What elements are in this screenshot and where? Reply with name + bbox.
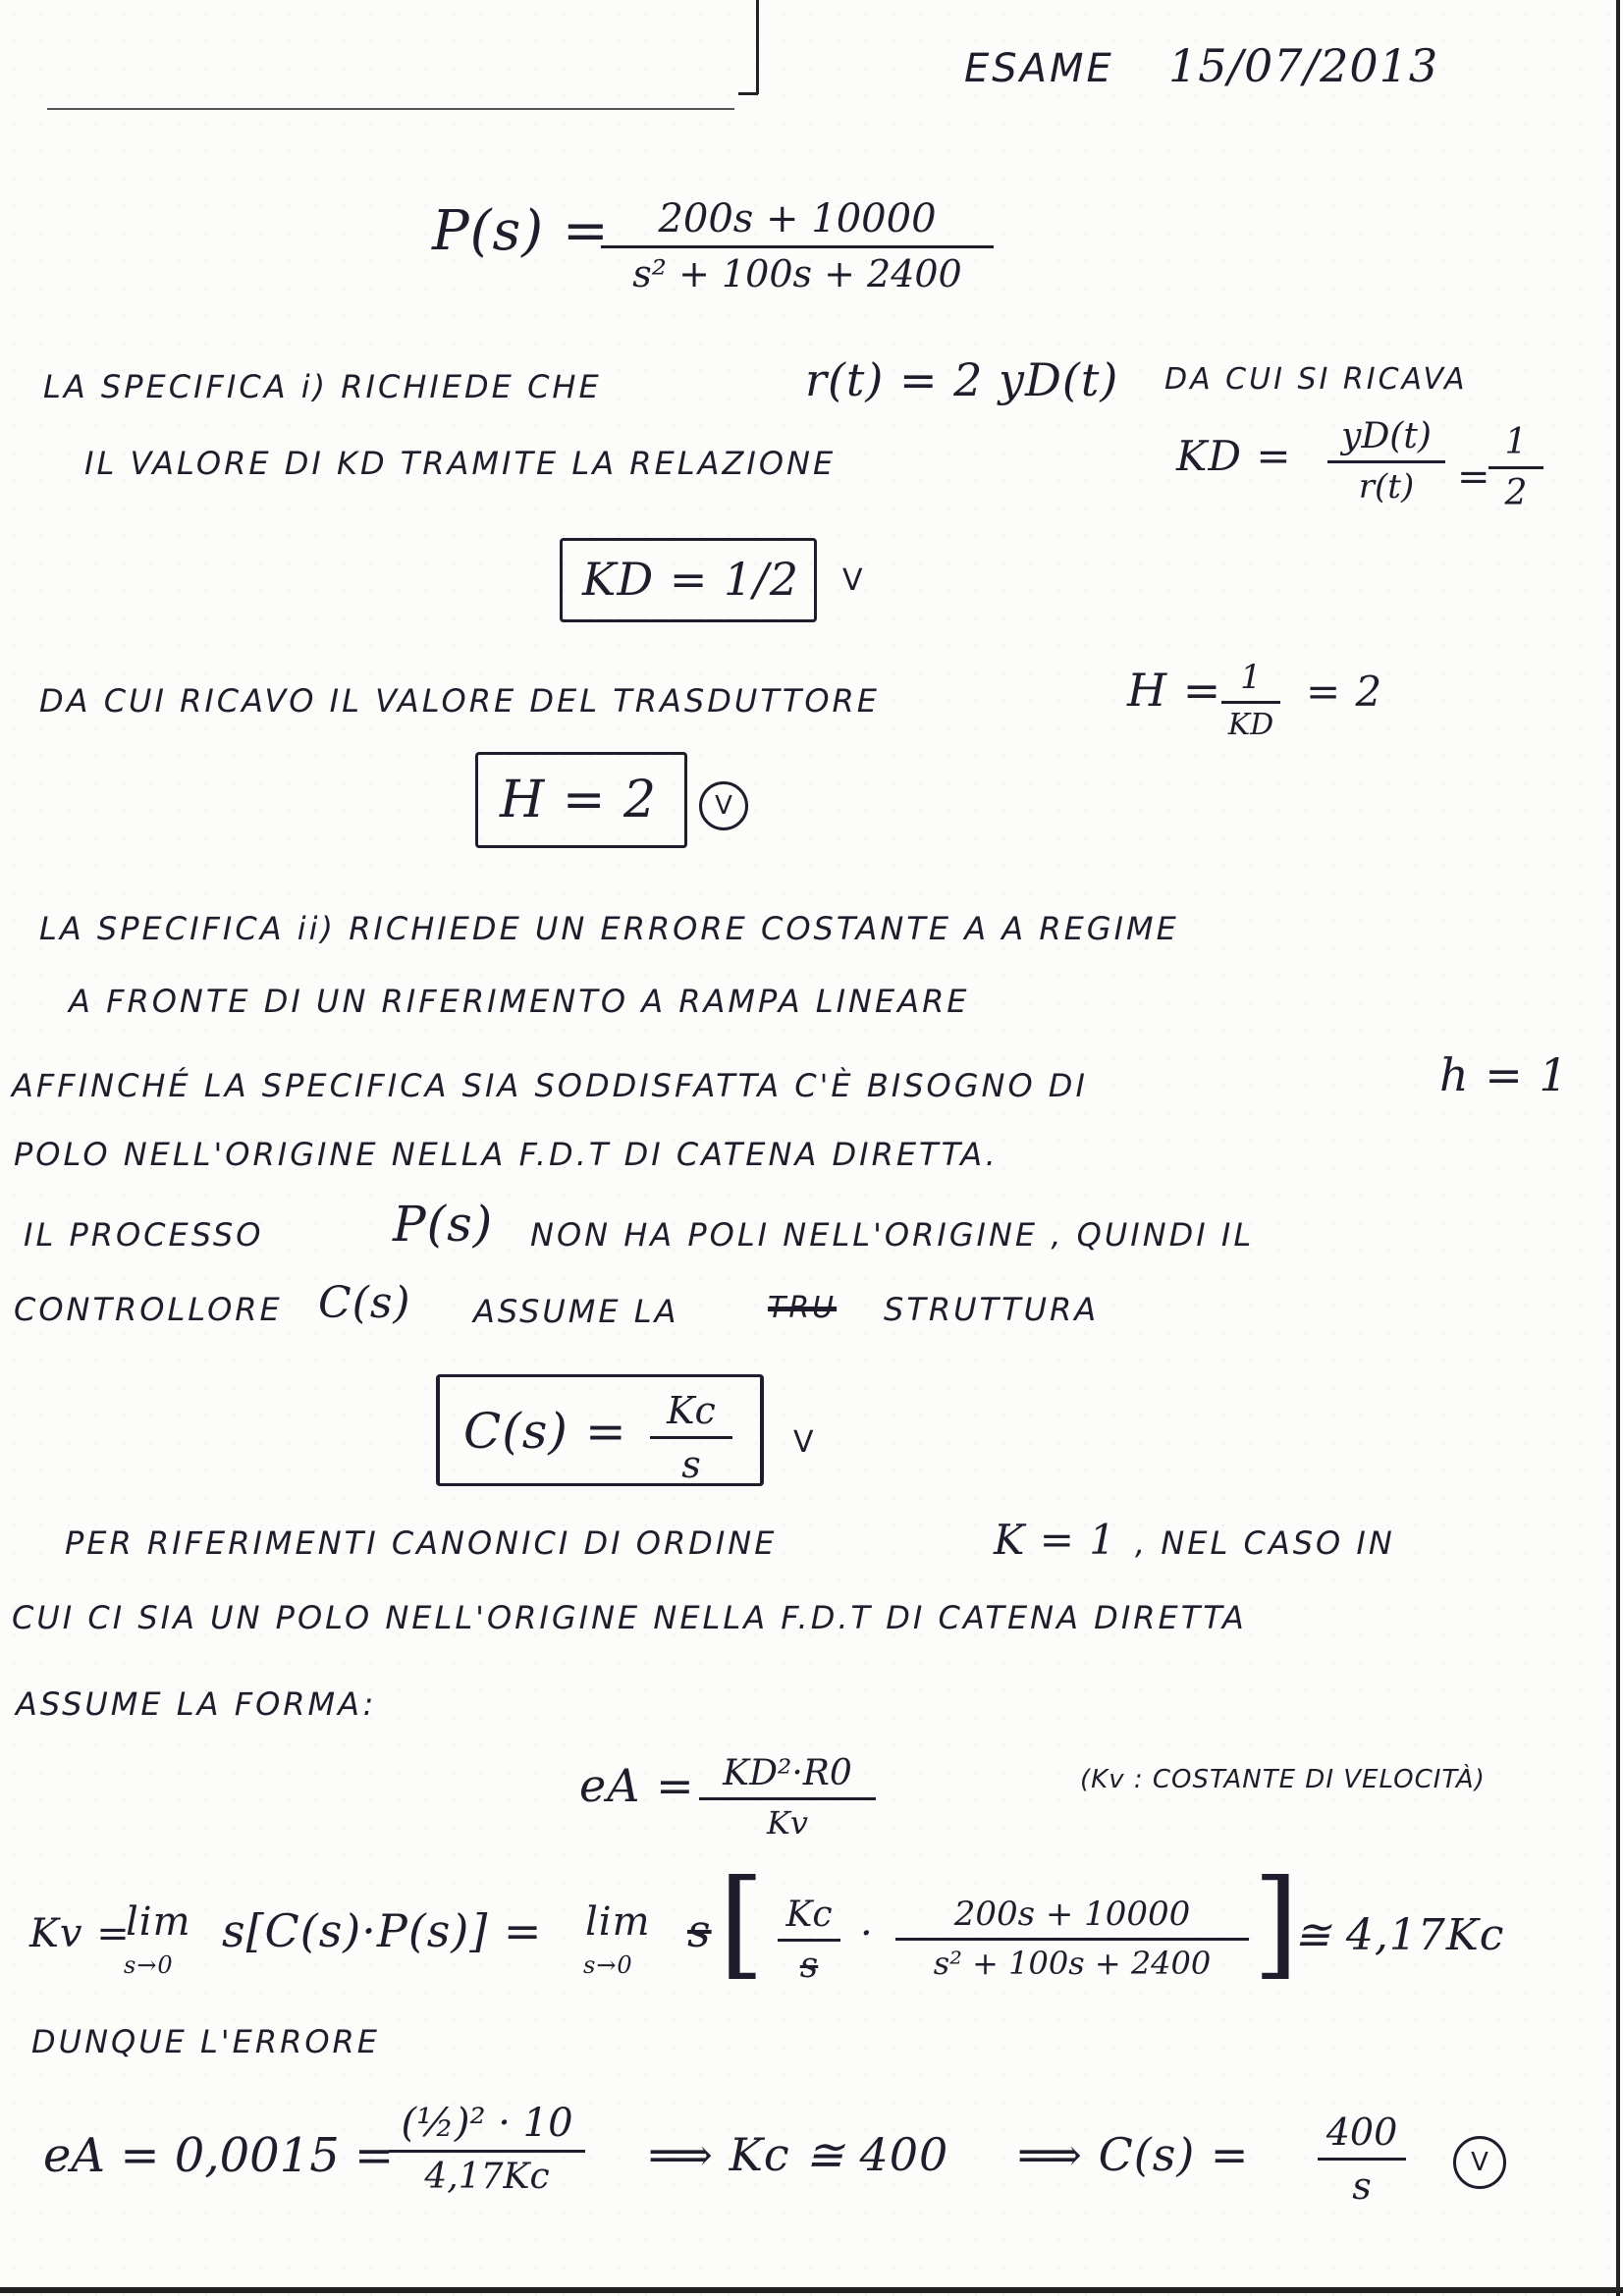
- top-scan-edge-hook: [738, 92, 758, 95]
- transducer-numerator: 1: [1240, 658, 1262, 697]
- fraction-bar: [389, 2150, 585, 2153]
- spec2-line6-formula: C(s): [318, 1278, 411, 1328]
- final-ea-numerator: (½)² · 10: [401, 2101, 573, 2146]
- error-line3: ASSUME LA FORMA:: [16, 1685, 377, 1723]
- spec1-text: LA SPECIFICA i) RICHIEDE CHE: [43, 368, 602, 405]
- final-ea-lhs: eA = 0,0015 =: [43, 2128, 395, 2183]
- error-line1-a: PER RIFERIMENTI CANONICI DI ORDINE: [65, 1524, 778, 1562]
- error-line2: CUI CI SIA UN POLO NELL'ORIGINE NELLA F.D.T DI CATENA DIRETTA: [12, 1599, 1247, 1636]
- final-controller-lhs: ⟹ C(s) =: [1017, 2128, 1250, 2181]
- ea-numerator: KD²·R0: [723, 1753, 852, 1793]
- kd-half-denominator: 2: [1504, 473, 1528, 513]
- spec2-line4: POLO NELL'ORIGINE NELLA F.D.T DI CATENA DIRETTA.: [14, 1136, 999, 1173]
- check-circle: V: [699, 781, 748, 830]
- ea-denominator: Kv: [767, 1804, 808, 1842]
- fraction-bar: [650, 1436, 732, 1439]
- final-ea-denominator: 4,17Kc: [424, 2157, 550, 2197]
- top-left-rule: [47, 108, 734, 110]
- kv-expr1: s[C(s)·P(s)] =: [222, 1904, 543, 1957]
- fraction-bar: [1327, 460, 1445, 463]
- spec1-formula: r(t) = 2 yD(t): [805, 353, 1119, 406]
- process-numerator: 200s + 10000: [658, 196, 937, 241]
- final-ea-fraction: [389, 2101, 585, 2197]
- final-kc: ⟹ Kc ≅ 400: [648, 2128, 949, 2181]
- ea-lhs: eA =: [579, 1759, 695, 1812]
- kv-lim: lim: [126, 1899, 191, 1945]
- kd-half-fraction: [1488, 422, 1543, 513]
- controller-numerator: Kc: [667, 1389, 716, 1432]
- transducer-text: DA CUI RICAVO IL VALORE DEL TRASDUTTORE: [39, 682, 880, 720]
- spec2-line3: AFFINCHÉ LA SPECIFICA SIA SODDISFATTA C'È BISOGNO DI: [12, 1067, 1088, 1104]
- kd-equals: =: [1457, 454, 1491, 500]
- process-denominator: s² + 100s + 2400: [632, 252, 962, 295]
- bottom-scan-edge: [0, 2287, 1623, 2293]
- top-scan-edge: [756, 0, 759, 94]
- kv-kc-denominator: s: [799, 1946, 819, 1986]
- check-mark: V: [842, 563, 863, 598]
- kd-denominator: r(t): [1358, 467, 1415, 507]
- fraction-bar: [895, 1938, 1249, 1941]
- kd-numerator: yD(t): [1341, 416, 1432, 456]
- spec2-line5-b: NON HA POLI NELL'ORIGINE , QUINDI IL: [530, 1216, 1255, 1254]
- spec2-line6-c: STRUTTURA: [884, 1291, 1100, 1328]
- error-line1-b: , NEL CASO IN: [1135, 1524, 1395, 1562]
- kd-fraction: [1327, 416, 1445, 507]
- spec2-h-formula: h = 1: [1439, 1048, 1569, 1101]
- h-result: H = 2: [500, 771, 658, 829]
- kd-result: KD = 1/2: [582, 553, 800, 606]
- kv-dot: ·: [860, 1911, 874, 1956]
- transducer-denominator: KD: [1227, 708, 1274, 742]
- controller-box: [436, 1374, 764, 1486]
- fraction-bar: [1318, 2158, 1406, 2161]
- spec2-line6-struck: TRU: [768, 1291, 838, 1325]
- controller-lhs: C(s) =: [463, 1403, 627, 1460]
- left-bracket: [: [719, 1855, 765, 1992]
- h-result-box: [475, 752, 687, 848]
- kv-lim2: lim: [585, 1899, 651, 1945]
- spec2-line5-a: IL PROCESSO: [24, 1216, 264, 1254]
- kv-s-factor: s: [687, 1904, 712, 1957]
- ea-fraction: [699, 1753, 876, 1842]
- kv-process-numerator: 200s + 10000: [953, 1895, 1191, 1934]
- kv-process-denominator: s² + 100s + 2400: [933, 1945, 1212, 1982]
- exam-date: 15/07/2013: [1168, 39, 1439, 92]
- transducer-result: = 2: [1306, 667, 1383, 716]
- error-line1-formula: K = 1: [994, 1516, 1116, 1564]
- process-fraction: [601, 196, 994, 295]
- transducer-lhs: H =: [1127, 664, 1222, 717]
- kv-note: (Kv : COSTANTE DI VELOCITÀ): [1080, 1765, 1486, 1794]
- right-scan-edge: [1616, 0, 1620, 2296]
- kd-lhs: KD =: [1176, 432, 1292, 480]
- kv-process-fraction: [895, 1895, 1249, 1982]
- fraction-bar: [1488, 466, 1543, 469]
- transducer-fraction: [1221, 658, 1280, 742]
- spec2-line2: A FRONTE DI UN RIFERIMENTO A RAMPA LINEARE: [69, 983, 970, 1020]
- spec2-line6-b: ASSUME LA: [473, 1293, 679, 1330]
- fraction-bar: [699, 1797, 876, 1800]
- final-controller-fraction: [1318, 2110, 1406, 2208]
- kv-lim2-sub: s→0: [583, 1951, 633, 1979]
- spec1-line2: IL VALORE DI KD TRAMITE LA RELAZIONE: [84, 445, 837, 482]
- controller-fraction: [650, 1389, 732, 1486]
- kd-half-numerator: 1: [1504, 422, 1528, 462]
- fraction-bar: [778, 1939, 840, 1942]
- kv-kc-fraction: [778, 1895, 840, 1986]
- kv-kc-numerator: Kc: [785, 1895, 833, 1935]
- kd-result-box: [560, 538, 817, 622]
- controller-denominator: s: [681, 1443, 701, 1486]
- kv-lim-sub: s→0: [124, 1951, 174, 1979]
- spec2-line1: LA SPECIFICA ii) RICHIEDE UN ERRORE COSTANTE A A REGIME: [39, 910, 1179, 947]
- spec2-line6-a: CONTROLLORE: [14, 1291, 283, 1328]
- kv-lhs: Kv =: [29, 1911, 131, 1956]
- right-bracket: ]: [1253, 1855, 1299, 1992]
- final-controller-numerator: 400: [1325, 2110, 1398, 2154]
- fraction-bar: [601, 245, 994, 248]
- kv-approx: ≅ 4,17Kc: [1294, 1910, 1505, 1960]
- fraction-bar: [1221, 701, 1280, 704]
- process-lhs: P(s) =: [432, 199, 610, 263]
- check-circle: V: [1453, 2136, 1506, 2189]
- final-controller-denominator: s: [1352, 2164, 1372, 2208]
- spec2-line5-formula: P(s): [393, 1196, 494, 1253]
- final-line: DUNQUE L'ERRORE: [31, 2023, 380, 2060]
- check-mark: V: [793, 1425, 814, 1460]
- exam-label: ESAME: [964, 46, 1114, 91]
- spec1-tail: DA CUI SI RICAVA: [1164, 362, 1468, 397]
